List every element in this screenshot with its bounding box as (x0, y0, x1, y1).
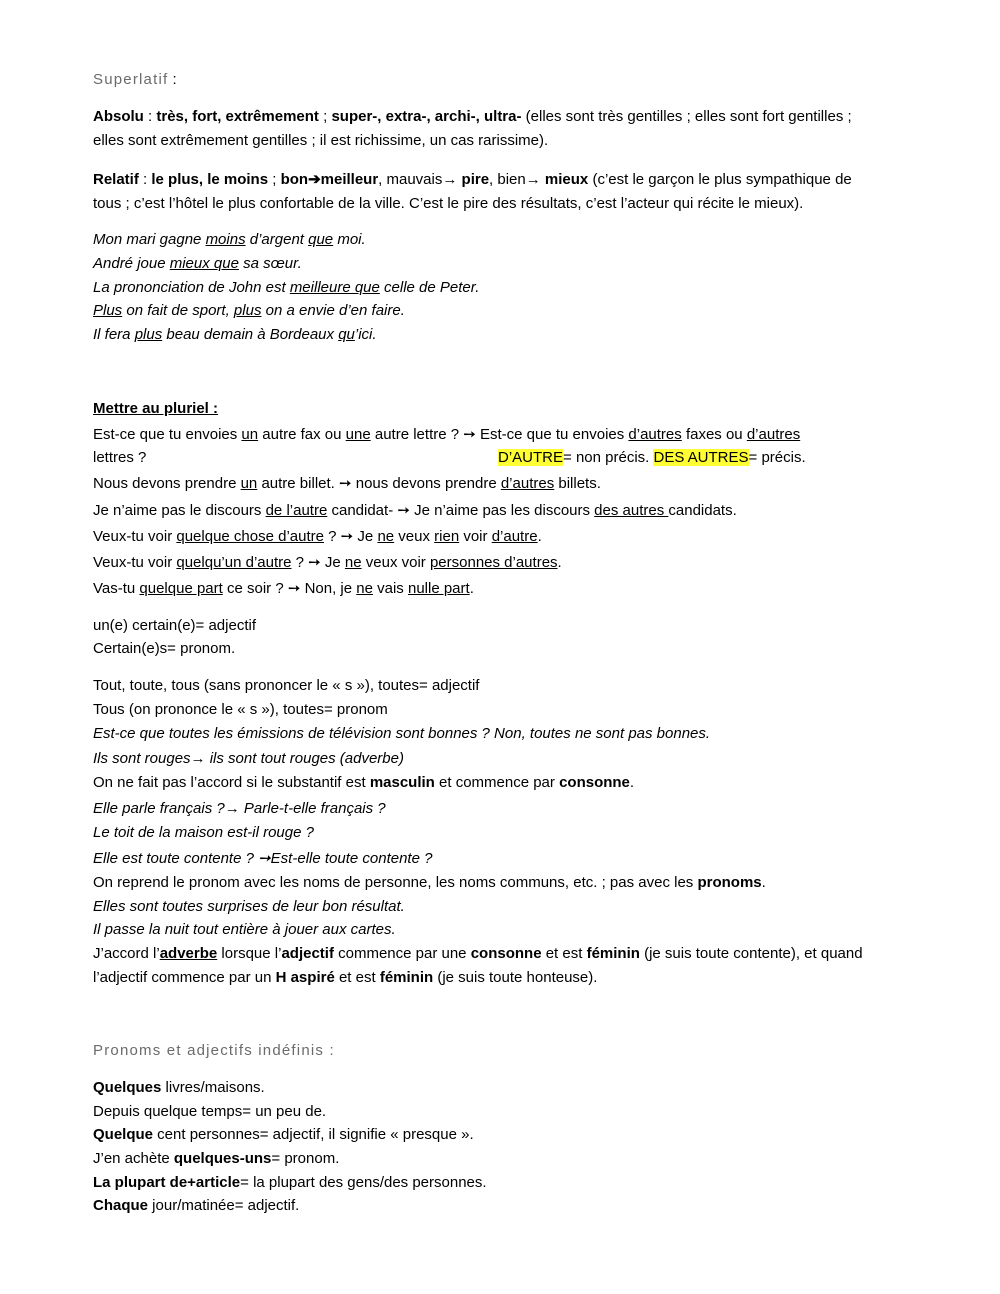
text-run: La plupart de+article (93, 1174, 241, 1191)
text-run: (c’est le garçon le plus sympathique de (588, 171, 852, 188)
text-run: = la plupart des gens/des personnes. (240, 1174, 487, 1191)
indefinis-line (93, 1149, 339, 1169)
text-run: Elles sont toutes surprises de leur bon résultat. (93, 898, 405, 915)
text-run: mieux que (169, 255, 239, 272)
text-run: d’autres (628, 426, 682, 443)
text-run: nulle part (407, 580, 470, 597)
text-run: André joue (93, 255, 170, 272)
tout-line (93, 944, 863, 964)
text-run: pire (461, 171, 490, 188)
certain-line-1: un(e) certain(e)= adjectif (93, 617, 256, 634)
text-run: . (537, 528, 542, 545)
example-line (93, 301, 405, 321)
text-run: masculin (369, 774, 435, 791)
text-run: = pronom. (271, 1150, 340, 1167)
text-run: féminin (379, 969, 434, 986)
text-run: meilleure que (289, 279, 380, 296)
text-run: très, fort, extrêmement (156, 108, 319, 125)
text-run: J’en achète (93, 1150, 174, 1167)
example-line (93, 278, 479, 298)
text-run: H aspiré (275, 969, 335, 986)
text-run: Il passe la nuit tout entière à jouer aux cartes. (93, 921, 396, 938)
text-run: bon➔meilleur (280, 171, 379, 188)
text-run: un (241, 426, 259, 443)
text-run: une (345, 426, 371, 443)
text-run: et est (541, 945, 587, 962)
text-run: elles sont extrêmement gentilles ; il est richissime, un cas rarissime). (93, 132, 549, 149)
text-run: ; (318, 108, 332, 125)
tout-line (93, 799, 386, 819)
tout-line (93, 700, 388, 720)
absolu-line-1 (93, 107, 852, 127)
text-run: autre billet. ➙ nous devons prendre (257, 475, 501, 492)
tout-line (93, 897, 405, 917)
relatif-line-2 (93, 194, 803, 214)
text-run: tous ; c’est l’hôtel le plus confortable de la ville. C’est le pire des résultats, c’est l’acteur qui récite le mieux). (93, 195, 804, 212)
text-run: qu (338, 326, 355, 343)
text-run: . (469, 580, 474, 597)
text-run: on fait de sport, (122, 302, 234, 319)
text-run: (je suis toute honteuse). (433, 969, 598, 986)
section-heading-pluriel: Mettre au pluriel : (93, 400, 219, 417)
text-run: ; (268, 171, 281, 188)
text-run: = non précis. (563, 449, 654, 466)
text-run: adverbe (159, 945, 218, 962)
text-run: quelque part (139, 580, 223, 597)
indefinis-line (93, 1102, 326, 1122)
text-run: Depuis quelque temps= un peu de. (93, 1103, 327, 1120)
text-run: féminin (586, 945, 640, 962)
text-run: Plus (93, 302, 123, 319)
text-run: ? ➙ Je (324, 528, 378, 545)
text-run: le plus, le moins (151, 171, 269, 188)
text-run: Quelques (93, 1079, 162, 1096)
certain-line-2: Certain(e)s= pronom. (93, 640, 236, 657)
text-run: On ne fait pas l’accord si le substantif est (93, 774, 370, 791)
section-heading-superlatif (93, 70, 177, 90)
example-line (93, 325, 377, 345)
text-run: consonne (559, 774, 630, 791)
indefinis-line (93, 1078, 265, 1098)
text-run: veux voir (361, 554, 430, 571)
text-run: cent personnes= adjectif, il signifie « presque ». (153, 1126, 474, 1143)
text-run: (je suis toute contente), et quand (639, 945, 863, 962)
text-run: super-, extra-, archi-, ultra- (331, 108, 522, 125)
text-run: autre fax ou (258, 426, 346, 443)
text-run: personnes d’autres (429, 554, 558, 571)
tout-line (93, 968, 597, 988)
text-run: Veux-tu voir (93, 528, 177, 545)
text-run: Veux-tu voir (93, 554, 177, 571)
tout-line (93, 920, 396, 940)
tout-line (93, 849, 432, 869)
text-run: Chaque (93, 1197, 149, 1214)
text-run: plus (134, 326, 163, 343)
tout-line (93, 823, 314, 843)
text-run: candidats. (668, 502, 737, 519)
text-run: lorsque l’ (217, 945, 282, 962)
text-run: voir (459, 528, 492, 545)
text-run: quelque chose d’autre (176, 528, 324, 545)
absolu-line-2 (93, 131, 548, 151)
text-run: : (143, 108, 157, 125)
text-run: Le toit de la maison est-il rouge ? (93, 824, 314, 841)
example-line (93, 230, 366, 250)
pluriel-line-1 (93, 425, 800, 445)
tout-line (93, 873, 766, 893)
text-run: (elles sont très gentilles ; elles sont fort gentilles ; (521, 108, 852, 125)
text-run: Tous (on prononce le « s »), toutes= pronom (93, 701, 388, 718)
text-run: on a envie d’en faire. (261, 302, 405, 319)
text-run: que (308, 231, 334, 248)
text-run: On reprend le pronom avec les noms de personne, les noms communs, etc. ; pas avec les (93, 874, 698, 891)
text-run: Elle parle français ?→ Parle-t-elle français ? (93, 800, 386, 817)
indefinis-line (93, 1196, 299, 1216)
text-run: d’argent (245, 231, 309, 248)
text-run: DES AUTRES (653, 449, 749, 466)
section-heading-indefinis: Pronoms et adjectifs indéfinis : (93, 1042, 335, 1059)
text-run: Relatif (93, 171, 139, 188)
pluriel-line (93, 527, 542, 547)
text-run: , mauvais→ (378, 171, 462, 188)
pluriel-line (93, 501, 737, 521)
text-run: Elle est toute contente ? ➙Est-elle toute contente ? (93, 850, 433, 867)
tout-line (93, 773, 634, 793)
text-run: ? ➙ Je (291, 554, 345, 571)
text-run: . (629, 774, 635, 791)
pluriel-line-2-start (93, 448, 146, 468)
text-run: quelques-uns (173, 1150, 272, 1167)
text-run: Nous devons prendre (93, 475, 241, 492)
pluriel-line (93, 579, 474, 599)
text-run: Vas-tu (93, 580, 140, 597)
text-run: faxes ou (681, 426, 747, 443)
text-run: moins (205, 231, 246, 248)
text-run: lettres ? (93, 449, 147, 466)
text-run: d’autres (746, 426, 801, 443)
example-line (93, 254, 302, 274)
text-run: Je n’aime pas le discours (93, 502, 266, 519)
relatif-line-1 (93, 170, 852, 190)
text-run: ne (377, 528, 395, 545)
text-run: Est-ce que tu envoies (93, 426, 242, 443)
text-run: Est-ce que toutes les émissions de télévision sont bonnes ? Non, toutes ne sont pas bonnes. (93, 725, 711, 742)
indefinis-line (93, 1173, 487, 1193)
text-run: de l’autre (265, 502, 328, 519)
text-run: candidat- ➙ Je n’aime pas les discours (327, 502, 595, 519)
text-run: et est (334, 969, 380, 986)
text-run: veux (394, 528, 435, 545)
text-run: ne (356, 580, 373, 597)
text-run: Il fera (93, 326, 135, 343)
text-run: Ils sont rouges→ ils sont tout rouges (adverbe) (93, 750, 404, 767)
heading-colon: : (168, 71, 177, 88)
text-run: jour/matinée= adjectif. (148, 1197, 300, 1214)
tout-line (93, 676, 479, 696)
text-run: moi. (333, 231, 366, 248)
tout-line (93, 724, 710, 744)
pluriel-line (93, 474, 601, 494)
text-run: Quelque (93, 1126, 154, 1143)
text-run: rien (434, 528, 460, 545)
text-run: quelqu’un d’autre (176, 554, 292, 571)
text-run: d’autre (491, 528, 538, 545)
text-run: autre lettre ? ➙ Est-ce que tu envoies (370, 426, 629, 443)
text-run: : (138, 171, 152, 188)
text-run: . (761, 874, 766, 891)
text-run: D’AUTRE (498, 449, 564, 466)
text-run: l’adjectif commence par un (93, 969, 276, 986)
text-run: livres/maisons. (161, 1079, 265, 1096)
text-run: mieux (544, 171, 589, 188)
tout-line (93, 749, 404, 769)
text-run: consonne (470, 945, 542, 962)
text-run: un (240, 475, 258, 492)
text-run: billets. (554, 475, 601, 492)
text-run: ’ici. (354, 326, 377, 343)
text-run: vais (372, 580, 408, 597)
text-run: J’accord l’ (93, 945, 160, 962)
indefinis-line (93, 1125, 474, 1145)
text-run: La prononciation de John est (93, 279, 290, 296)
text-run: = précis. (748, 449, 806, 466)
text-run: . (557, 554, 562, 571)
text-run: Mon mari gagne (93, 231, 206, 248)
text-run: plus (233, 302, 262, 319)
text-run: commence par une (333, 945, 471, 962)
text-run: ce soir ? ➙ Non, je (222, 580, 357, 597)
text-run: ne (344, 554, 362, 571)
text-run: d’autres (500, 475, 555, 492)
text-run: pronoms (697, 874, 762, 891)
text-run: celle de Peter. (379, 279, 480, 296)
pluriel-line (93, 553, 562, 573)
text-run: Absolu (93, 108, 144, 125)
text-run: , bien→ (489, 171, 545, 188)
text-run: Tout, toute, tous (sans prononcer le « s »), toutes= adjectif (93, 677, 480, 694)
pluriel-line-2-end (498, 448, 806, 468)
text-run: adjectif (281, 945, 334, 962)
heading-text: Superlatif (93, 71, 169, 88)
text-run: et commence par (434, 774, 560, 791)
text-run: des autres (594, 502, 669, 519)
text-run: sa sœur. (238, 255, 302, 272)
text-run: beau demain à Bordeaux (162, 326, 339, 343)
